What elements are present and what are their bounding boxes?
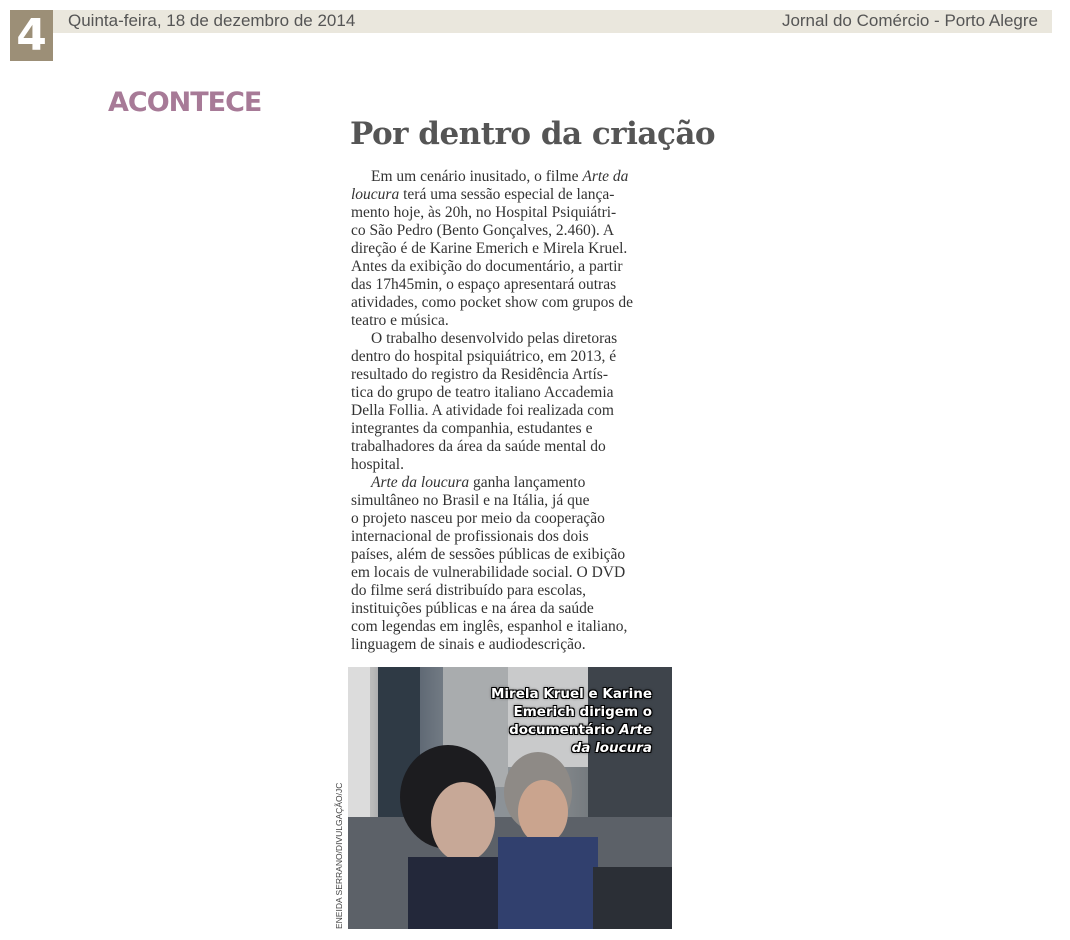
article-line: em locais de vulnerabilidade social. O DVD — [351, 564, 626, 581]
page-header — [53, 10, 1052, 33]
article-line: mento hoje, às 20h, no Hospital Psiquiátri- — [351, 204, 617, 221]
article-line: loucura terá uma sessão especial de lança- — [351, 186, 615, 203]
article-paragraph — [351, 474, 677, 654]
article-line: com legendas em inglês, espanhol e italiano, — [351, 618, 628, 635]
article-line: O trabalho desenvolvido pelas diretoras — [371, 330, 618, 347]
article-line: atividades, como pocket show com grupos de — [351, 294, 633, 311]
article-line: Antes da exibição do documentário, a partir — [351, 258, 623, 275]
article-line: Em um cenário inusitado, o filme Arte da — [371, 168, 629, 185]
article-line: co São Pedro (Bento Gonçalves, 2.460). A — [351, 222, 615, 239]
article-headline: Por dentro da criação — [350, 116, 716, 152]
article-line: dentro do hospital psiquiátrico, em 2013, é — [351, 348, 617, 365]
article-line: teatro e música. — [351, 312, 449, 329]
article-line: do filme será distribuído para escolas, — [351, 582, 587, 599]
article-paragraph — [351, 330, 677, 474]
article-line: Arte da loucura ganha lançamento — [371, 474, 586, 491]
article-line: trabalhadores da área da saúde mental do — [351, 438, 606, 455]
article-paragraph — [351, 168, 677, 330]
article-line: linguagem de sinais e audiodescrição. — [351, 636, 586, 653]
header-publication: Jornal do Comércio - Porto Alegre — [781, 11, 1038, 30]
article-line: direção é de Karine Emerich e Mirela Kruel. — [351, 240, 628, 257]
article-line: integrantes da companhia, estudantes e — [351, 420, 593, 437]
caption-line: Mirela Kruel e Karine — [490, 686, 652, 702]
caption-line: da loucura — [571, 740, 652, 756]
article-body — [351, 168, 677, 654]
caption-line: documentário Arte — [509, 722, 652, 738]
article-line: internacional de profissionais dos dois — [351, 528, 589, 545]
article-line: hospital. — [351, 456, 404, 473]
article-line: simultâneo no Brasil e na Itália, já que — [351, 492, 590, 509]
photo-credit: ENEIDA SERRANO/DIVULGAÇÃO/JC — [334, 782, 344, 929]
page-number: 4 — [10, 10, 53, 61]
article-line: países, além de sessões públicas de exibição — [351, 546, 626, 563]
article-line: resultado do registro da Residência Artís- — [351, 366, 608, 383]
article-line: o projeto nasceu por meio da cooperação — [351, 510, 605, 527]
article-line: Della Follia. A atividade foi realizada com — [351, 402, 614, 419]
caption-line: Emerich dirigem o — [513, 704, 652, 720]
section-title: ACONTECE — [108, 87, 262, 118]
article-line: tica do grupo de teatro italiano Accademia — [351, 384, 614, 401]
article-line: das 17h45min, o espaço apresentará outras — [351, 276, 617, 293]
photo-caption — [491, 685, 652, 757]
header-date: Quinta-feira, 18 de dezembro de 2014 — [68, 11, 356, 30]
article-photo — [348, 667, 672, 929]
article-line: instituições públicas e na área da saúde — [351, 600, 594, 617]
